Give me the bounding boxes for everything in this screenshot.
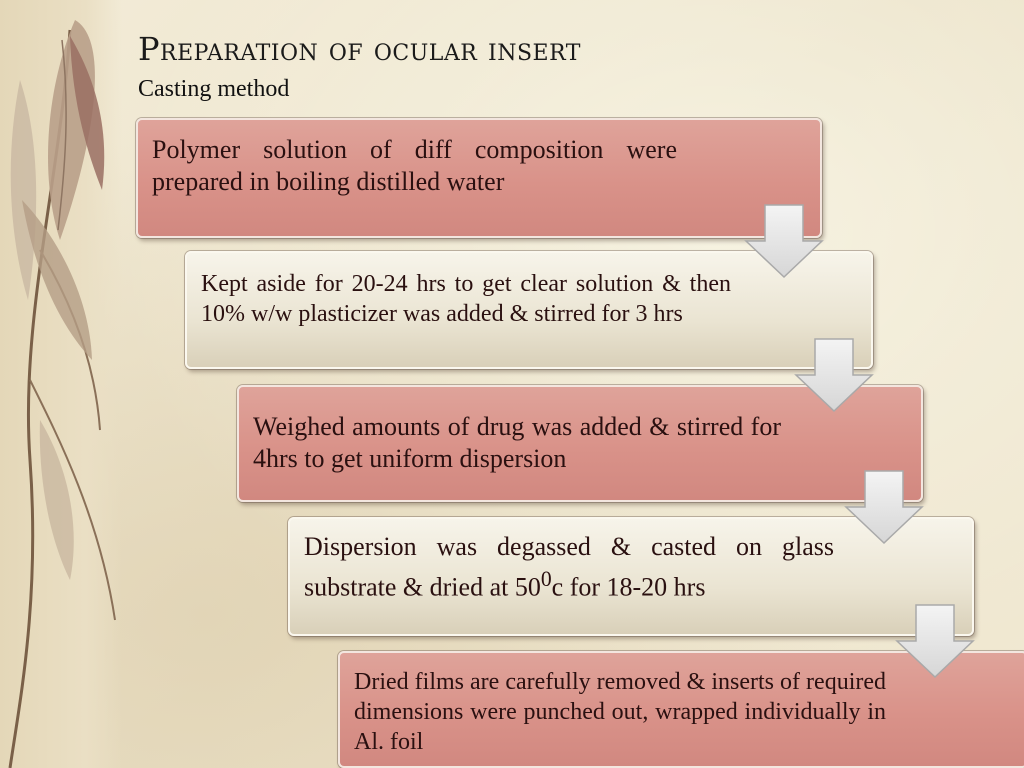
down-arrow-icon (794, 337, 874, 413)
flow-step-5-text: Dried films are carefully removed & inserts of required dimensions were punched out, wrapped individually in Al. foil (354, 669, 886, 755)
flow-step-1-text: Polymer solution of diff composition were prepared in boiling distilled water (152, 135, 677, 196)
flow-step-2-text: Kept aside for 20-24 hrs to get clear solution & then 10% w/w plasticizer was added & stirred for 3 hrs (201, 271, 731, 327)
slide-subtitle: Casting method (138, 76, 290, 102)
flow-step-4-text-before: Dispersion was degassed & casted on glass substrate & dried at 50 (304, 532, 834, 602)
down-arrow-icon (844, 469, 924, 545)
flow-step-4-text-after: c for 18-20 hrs (551, 572, 706, 602)
flow-step-3-text: Weighed amounts of drug was added & stirred for 4hrs to get uniform dispersion (253, 412, 781, 473)
flow-step-4-superscript: 0 (540, 567, 552, 591)
dried-leaf-branch-icon (0, 0, 140, 768)
down-arrow-icon (895, 603, 975, 679)
down-arrow-icon (744, 203, 824, 279)
flow-step-1 (136, 118, 822, 238)
slide-title: Preparation of ocular insert (138, 30, 581, 68)
flow-step-4-text (304, 531, 834, 604)
